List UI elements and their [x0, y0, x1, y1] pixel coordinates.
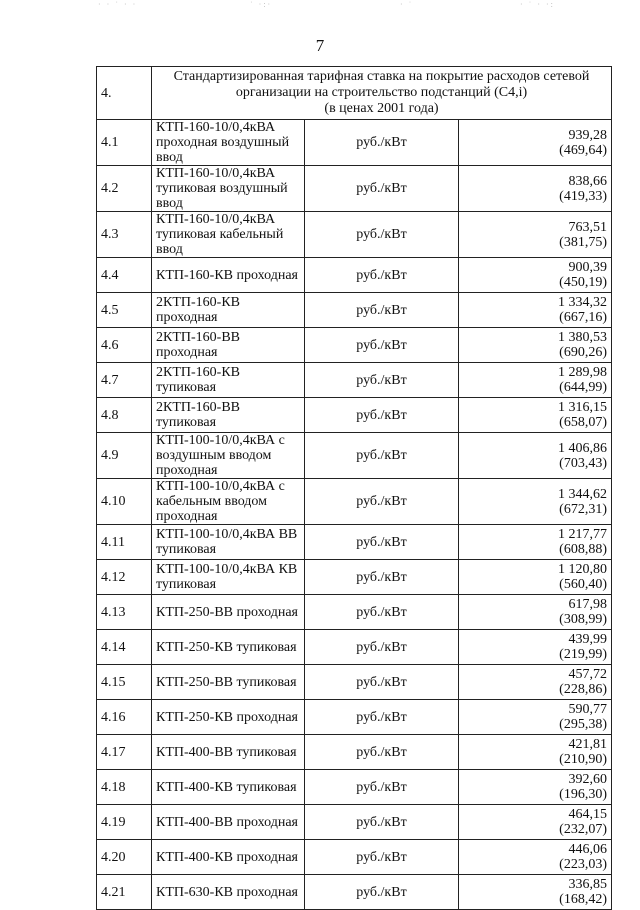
row-value-secondary: (196,30)	[559, 787, 607, 802]
row-number: 4.18	[97, 770, 152, 805]
row-number: 4.8	[97, 398, 152, 433]
row-value-secondary: (168,42)	[559, 892, 607, 907]
row-value-cell	[458, 293, 611, 328]
scan-noise: ˙ ·:·	[250, 0, 273, 9]
page-number: 7	[315, 36, 325, 55]
row-value-cell	[458, 805, 611, 840]
table-row	[97, 630, 612, 665]
row-value: 838,66	[568, 173, 607, 189]
row-number: 4.7	[97, 363, 152, 398]
table-row	[97, 875, 612, 910]
row-value-secondary: (667,16)	[559, 310, 607, 325]
table-row	[97, 525, 612, 560]
row-value: 392,60	[568, 772, 607, 787]
row-value: 1 316,15	[558, 400, 607, 415]
row-unit: руб./кВт	[305, 433, 458, 479]
row-description: КТП-100-10/0,4кВА с воздушным вводом проходная	[152, 433, 305, 479]
row-number: 4.6	[97, 328, 152, 363]
row-value: 1 344,62	[558, 486, 607, 502]
row-value-secondary: (210,90)	[559, 752, 607, 767]
row-number: 4.9	[97, 433, 152, 479]
row-description: КТП-100-10/0,4кВА с кабельным вводом проходная	[152, 479, 305, 525]
row-number: 4.1	[97, 120, 152, 166]
row-number: 4.19	[97, 805, 152, 840]
row-description: КТП-250-КВ тупиковая	[152, 630, 305, 665]
row-description: КТП-250-КВ проходная	[152, 700, 305, 735]
row-number: 4.16	[97, 700, 152, 735]
row-value-secondary: (644,99)	[559, 380, 607, 395]
row-value: 1 120,80	[558, 562, 607, 577]
section-title-line: Стандартизированная тарифная ставка на покрытие расходов сетевой	[173, 69, 590, 84]
row-description: 2КТП-160-КВ тупиковая	[152, 363, 305, 398]
tariff-table	[96, 66, 612, 910]
row-value-secondary: (381,75)	[559, 234, 607, 250]
row-value: 439,99	[568, 632, 607, 647]
row-unit: руб./кВт	[305, 630, 458, 665]
row-value-cell	[458, 398, 611, 433]
table-row	[97, 700, 612, 735]
table-row	[97, 166, 612, 212]
row-value: 446,06	[568, 842, 607, 857]
row-number: 4.14	[97, 630, 152, 665]
row-value-cell	[458, 630, 611, 665]
table-row	[97, 398, 612, 433]
row-number: 4.2	[97, 166, 152, 212]
row-unit: руб./кВт	[305, 735, 458, 770]
row-description: КТП-400-ВВ проходная	[152, 805, 305, 840]
table-row	[97, 665, 612, 700]
row-value-secondary: (308,99)	[559, 612, 607, 627]
table-row	[97, 840, 612, 875]
row-number: 4.21	[97, 875, 152, 910]
row-value-secondary: (672,31)	[559, 501, 607, 517]
row-number: 4.11	[97, 525, 152, 560]
table-row	[97, 293, 612, 328]
row-value-secondary: (658,07)	[559, 415, 607, 430]
table-row	[97, 433, 612, 479]
row-value: 457,72	[568, 667, 607, 682]
row-description: 2КТП-160-ВВ проходная	[152, 328, 305, 363]
row-unit: руб./кВт	[305, 665, 458, 700]
row-description: КТП-100-10/0,4кВА ВВ тупиковая	[152, 525, 305, 560]
row-value-cell	[458, 560, 611, 595]
section-title-line: (в ценах 2001 года)	[324, 101, 439, 116]
row-value-secondary: (608,88)	[559, 542, 607, 557]
row-value-cell	[458, 433, 611, 479]
row-value-secondary: (228,86)	[559, 682, 607, 697]
row-value: 1 334,32	[558, 295, 607, 310]
row-number: 4.20	[97, 840, 152, 875]
section-title	[152, 67, 612, 120]
row-unit: руб./кВт	[305, 328, 458, 363]
scan-noise: · ˙	[400, 0, 414, 9]
row-unit: руб./кВт	[305, 595, 458, 630]
scan-noise: · ˙ · ·:	[520, 0, 555, 9]
table-row	[97, 560, 612, 595]
row-value-secondary: (219,99)	[559, 647, 607, 662]
row-value: 763,51	[568, 219, 607, 235]
row-unit: руб./кВт	[305, 805, 458, 840]
row-value: 336,85	[568, 877, 607, 892]
row-description: КТП-160-10/0,4кВА тупиковая воздушный ввод	[152, 166, 305, 212]
row-value-cell	[458, 166, 611, 212]
table-row	[97, 328, 612, 363]
row-unit: руб./кВт	[305, 700, 458, 735]
row-unit: руб./кВт	[305, 166, 458, 212]
row-value-cell	[458, 665, 611, 700]
table-row	[97, 595, 612, 630]
row-description: КТП-630-КВ проходная	[152, 875, 305, 910]
row-value-cell	[458, 525, 611, 560]
row-number: 4.3	[97, 212, 152, 258]
row-value-secondary: (469,64)	[559, 142, 607, 158]
row-description: КТП-400-ВВ тупиковая	[152, 735, 305, 770]
row-value-secondary: (560,40)	[559, 577, 607, 592]
row-description: КТП-250-ВВ тупиковая	[152, 665, 305, 700]
row-description: 2КТП-160-ВВ тупиковая	[152, 398, 305, 433]
row-value-cell	[458, 328, 611, 363]
row-value-cell	[458, 363, 611, 398]
row-number: 4.12	[97, 560, 152, 595]
row-value-cell	[458, 212, 611, 258]
row-value: 421,81	[568, 737, 607, 752]
row-number: 4.5	[97, 293, 152, 328]
row-value-secondary: (419,33)	[559, 188, 607, 204]
row-value-secondary: (450,19)	[559, 275, 607, 290]
row-value-secondary: (232,07)	[559, 822, 607, 837]
row-description: КТП-400-КВ проходная	[152, 840, 305, 875]
row-value-cell	[458, 595, 611, 630]
row-value-cell	[458, 479, 611, 525]
row-value-secondary: (703,43)	[559, 455, 607, 471]
row-unit: руб./кВт	[305, 560, 458, 595]
row-unit: руб./кВт	[305, 840, 458, 875]
row-unit: руб./кВт	[305, 212, 458, 258]
row-value-cell	[458, 120, 611, 166]
row-value: 900,39	[568, 260, 607, 275]
row-value-cell	[458, 700, 611, 735]
row-value-cell	[458, 258, 611, 293]
row-value-cell	[458, 770, 611, 805]
table-row	[97, 479, 612, 525]
table-row	[97, 805, 612, 840]
row-description: КТП-160-10/0,4кВА проходная воздушный ввод	[152, 120, 305, 166]
row-number: 4.4	[97, 258, 152, 293]
row-unit: руб./кВт	[305, 479, 458, 525]
row-value-cell	[458, 875, 611, 910]
row-number: 4.17	[97, 735, 152, 770]
row-number: 4.10	[97, 479, 152, 525]
row-value: 1 380,53	[558, 330, 607, 345]
row-value: 1 217,77	[558, 527, 607, 542]
row-description: КТП-100-10/0,4кВА КВ тупиковая	[152, 560, 305, 595]
table-row	[97, 212, 612, 258]
table-row	[97, 120, 612, 166]
scan-noise: · · ˙ · ·	[98, 0, 138, 9]
row-unit: руб./кВт	[305, 293, 458, 328]
section-header-row	[97, 67, 612, 120]
table-row	[97, 770, 612, 805]
row-value-secondary: (223,03)	[559, 857, 607, 872]
row-value: 590,77	[568, 702, 607, 717]
row-value: 617,98	[568, 597, 607, 612]
row-number: 4.15	[97, 665, 152, 700]
row-description: КТП-400-КВ тупиковая	[152, 770, 305, 805]
table-row	[97, 735, 612, 770]
row-value: 939,28	[568, 127, 607, 143]
row-description: КТП-250-ВВ проходная	[152, 595, 305, 630]
row-unit: руб./кВт	[305, 258, 458, 293]
row-value: 1 289,98	[558, 365, 607, 380]
row-value-secondary: (690,26)	[559, 345, 607, 360]
row-unit: руб./кВт	[305, 525, 458, 560]
row-value-cell	[458, 735, 611, 770]
table-row	[97, 363, 612, 398]
row-description: 2КТП-160-КВ проходная	[152, 293, 305, 328]
row-description: КТП-160-КВ проходная	[152, 258, 305, 293]
row-unit: руб./кВт	[305, 398, 458, 433]
row-description: КТП-160-10/0,4кВА тупиковая кабельный ввод	[152, 212, 305, 258]
row-value-cell	[458, 840, 611, 875]
table-row	[97, 258, 612, 293]
row-number: 4.13	[97, 595, 152, 630]
row-unit: руб./кВт	[305, 770, 458, 805]
row-unit: руб./кВт	[305, 120, 458, 166]
row-value-secondary: (295,38)	[559, 717, 607, 732]
section-number: 4.	[97, 67, 152, 120]
row-value: 464,15	[568, 807, 607, 822]
row-value: 1 406,86	[558, 440, 607, 456]
row-unit: руб./кВт	[305, 363, 458, 398]
row-unit: руб./кВт	[305, 875, 458, 910]
section-title-line: организации на строительство подстанций (С4,i)	[235, 85, 528, 100]
